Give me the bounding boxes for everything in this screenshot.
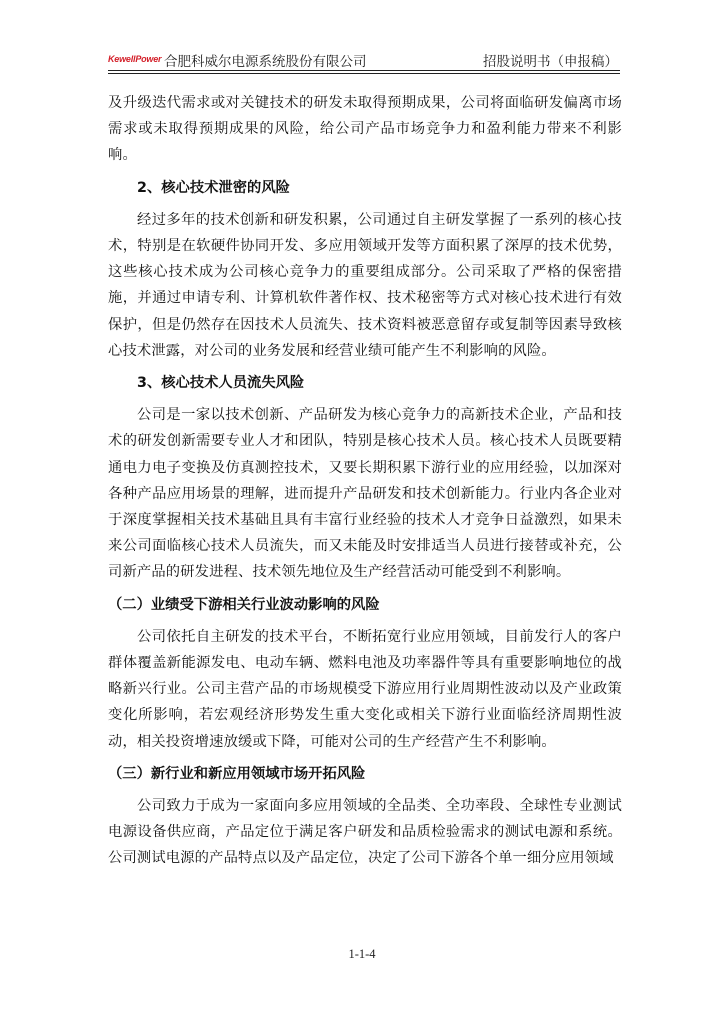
paragraph-core-tech-leak: 经过多年的技术创新和研发积累，公司通过自主研发掌握了一系列的核心技术，特别是在软硬件协同开发、多应用领域开发等方面积累了深厚的技术优势，这些核心技术成为公司核心竞争力的重要组成部分。公司采取了严格的保密措施，并通过申请专利、计算机软件著作权、技术秘密等方式对核心技术进行有效保护，但是仍然存在因技术人员流失、技术资料被恶意留存或复制等因素导致核心技术泄露，对公司的业务发展和经营业绩可能产生不利影响的风险。: [108, 211, 622, 359]
header-rule-thin: [108, 73, 620, 74]
company-name: 合肥科威尔电源系统股份有限公司: [164, 54, 367, 70]
header-rule-thick: [108, 70, 620, 71]
document-type: 招股说明书（申报稿）: [483, 54, 618, 70]
paragraph-new-market-expansion: 公司致力于成为一家面向多应用领域的全品类、全功率段、全球性专业测试电源设备供应商，产品定位于满足客户研发和品质检验需求的测试电源和系统。公司测试电源的产品特点以及产品定位，决定了公司下游各个单一细分应用领域: [108, 798, 622, 867]
heading-core-staff-loss: 3、核心技术人员流失风险: [137, 375, 305, 392]
page-number: 1-1-4: [348, 947, 376, 961]
heading-new-market-expansion: （三）新行业和新应用领域市场开拓风险: [108, 765, 366, 782]
paragraph-continuation: 及升级迭代需求或对关键技术的研发未取得预期成果，公司将面临研发偏离市场需求或未取得预期成果的风险，给公司产品市场竞争力和盈利能力带来不利影响。: [108, 95, 622, 164]
paragraph-downstream-volatility: 公司依托自主研发的技术平台，不断拓宽行业应用领域，目前发行人的客户群体覆盖新能源发电、电动车辆、燃料电池及功率器件等具有重要影响地位的战略新兴行业。公司主营产品的市场规模受下游应用行业周期性波动以及产业政策变化所影响，若宏观经济形势发生重大变化或相关下游行业面临经济周期性波动，相关投资增速放缓或下降，可能对公司的生产经营产生不利影响。: [108, 628, 622, 750]
heading-core-tech-leak: 2、核心技术泄密的风险: [137, 179, 290, 196]
page-body: [108, 90, 622, 872]
paragraph-core-staff-loss: 公司是一家以技术创新、产品研发为核心竞争力的高新技术企业，产品和技术的研发创新需要专业人才和团队，特别是核心技术人员。核心技术人员既要精通电力电子变换及仿真测控技术，又要长期积累下游行业的应用经验，以加深对各种产品应用场景的理解，进而提升产品研发和技术创新能力。行业内各企业对于深度掌握相关技术基础且具有丰富行业经验的技术人才竞争日益激烈，如果未来公司面临核心技术人员流失，而又未能及时安排适当人员进行接替或补充，公司新产品的研发进程、技术领先地位及生产经营活动可能受到不利影响。: [108, 407, 622, 581]
heading-downstream-volatility: （二）业绩受下游相关行业波动影响的风险: [108, 596, 380, 613]
company-logo: KewellPower: [108, 54, 162, 64]
page-header: [108, 48, 620, 72]
